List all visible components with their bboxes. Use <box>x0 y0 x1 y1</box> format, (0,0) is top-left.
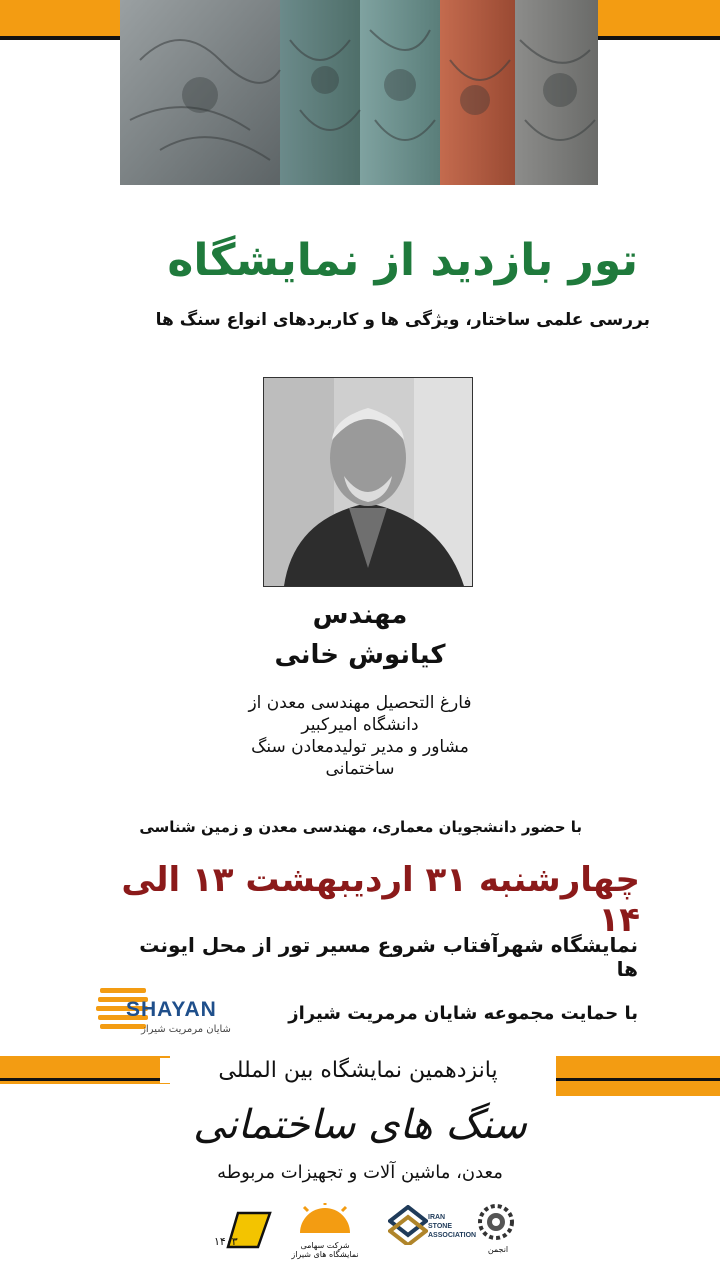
footer-logo-4 <box>472 1203 524 1253</box>
page-title: تور بازدید از نمایشگاه <box>167 235 638 286</box>
page-subtitle: بررسی علمی ساختار، ویژگی ها و کاربردهای انواع سنگ ها <box>155 310 650 330</box>
persepolis-relief-image <box>120 0 598 185</box>
footer-logo-4-text: انجمن <box>487 1245 509 1254</box>
top-line-left <box>0 36 120 40</box>
footer-logo-2 <box>290 1203 360 1259</box>
shayan-logo <box>96 980 238 1044</box>
audience-note: با حضور دانشجویان معماری، مهندسی معدن و زمین شناسی <box>139 818 582 836</box>
exhibition-line2: سنگ های ساختمانی <box>193 1102 527 1148</box>
footer-logo-2-text: شرکت سهامی نمایشگاه های شیراز <box>291 1241 359 1259</box>
exhibition-line3: معدن، ماشین آلات و تجهیزات مربوطه <box>217 1162 503 1183</box>
event-date: چهارشنبه ۳۱ اردیبهشت ۱۳ الی ۱۴ <box>121 860 640 940</box>
speaker-portrait <box>263 377 473 587</box>
bio-line: ساختمانی <box>325 759 395 779</box>
footer-logo-1 <box>208 1205 278 1250</box>
bio-line: دانشگاه امیرکبیر <box>301 715 419 735</box>
expo-line-right <box>556 1078 720 1081</box>
top-bar-left <box>0 0 120 38</box>
expo-line-left <box>0 1078 170 1081</box>
bio-line: فارغ التحصیل مهندسی معدن از <box>248 693 472 713</box>
speaker-title: مهندس <box>312 600 408 630</box>
shayan-logo-tagline: شایان مرمریت شیراز <box>141 1024 231 1035</box>
svg-text:۱۴۰۳: ۱۴۰۳ <box>214 1235 238 1248</box>
exhibition-line1: پانزدهمین نمایشگاه بین المللی <box>160 1058 556 1083</box>
speaker-name: کیانوش خانی <box>274 640 446 670</box>
footer-logo-3 <box>388 1203 477 1251</box>
bio-line: مشاور و مدیر تولیدمعادن سنگ <box>251 737 469 757</box>
event-venue: نمایشگاه شهرآفتاب شروع مسیر تور از محل ایونت ها <box>139 933 638 981</box>
speaker-bio <box>210 692 510 780</box>
shayan-logo-name: SHAYAN <box>126 998 217 1021</box>
top-bar-right <box>598 0 720 38</box>
event-sponsor: با حمایت مجموعه شایان مرمریت شیراز <box>288 1003 638 1024</box>
top-line-right <box>598 36 720 40</box>
footer-logo-3-text: IRAN STONE ASSOCIATION <box>428 1214 477 1239</box>
expo-band-right <box>556 1056 720 1096</box>
